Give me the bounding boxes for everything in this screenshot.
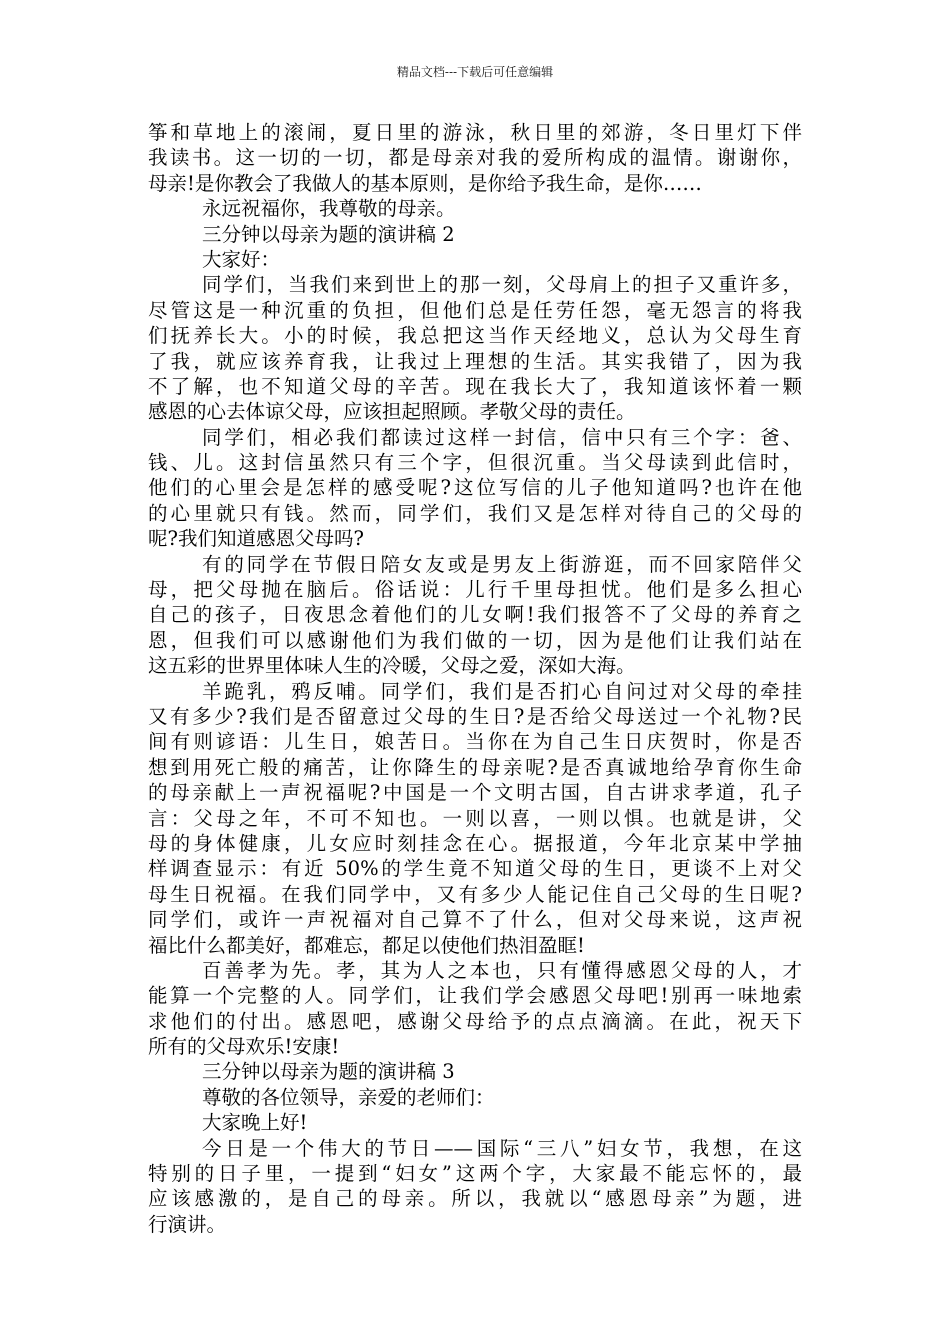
text-line: 百善孝为先。孝，其为人之本也，只有懂得感恩父母的人，才 — [202, 958, 802, 982]
text-line: 我读书。这一切的一切，都是母亲对我的爱所构成的温情。谢谢你， — [148, 146, 802, 170]
text-line: 感恩的心去体谅父母，应该担起照顾。孝敬父母的责任。 — [148, 400, 636, 424]
text-line: 特别的日子里，一提到“妇女”这两个字，大家最不能忘怀的，最 — [148, 1162, 802, 1186]
text-line: 今日是一个伟大的节日——国际“三八”妇女节，我想，在这 — [202, 1136, 802, 1160]
text-line: 三分钟以母亲为题的演讲稿 3 — [202, 1060, 455, 1084]
text-line: 同学们，相必我们都读过这样一封信，信中只有三个字：爸、 — [202, 425, 802, 449]
text-line: 筝和草地上的滚闹，夏日里的游泳，秋日里的郊游，冬日里灯下伴 — [148, 121, 802, 144]
text-line: 大家好： — [202, 247, 281, 271]
text-line: 母生日祝福。在我们同学中，又有多少人能记住自己父母的生日呢? — [148, 882, 802, 906]
text-line: 求他们的付出。感恩吧，感谢父母给予的点点滴滴。在此，祝天下 — [148, 1009, 802, 1033]
text-line: 应该感激的，是自己的母亲。所以，我就以“感恩母亲”为题，进 — [148, 1187, 802, 1211]
text-line: 尽管这是一种沉重的负担，但他们总是任劳任怨，毫无怨言的将我 — [148, 298, 802, 322]
text-line: 同学们，当我们来到世上的那一刻，父母肩上的担子又重许多， — [202, 273, 802, 297]
page-header: 精品文档---下载后可任意编辑 — [396, 65, 554, 79]
text-line: 自己的孩子，日夜思念着他们的儿女啊!我们报答不了父母的养育之 — [148, 603, 802, 627]
text-line: 样调查显示：有近 50%的学生竟不知道父母的生日，更谈不上对父 — [148, 857, 802, 881]
text-line: 恩，但我们可以感谢他们为我们做的一切，因为是他们让我们站在 — [148, 628, 802, 652]
text-line: 有的同学在节假日陪女友或是男友上街游逛，而不回家陪伴父 — [202, 552, 802, 576]
text-line: 间有则谚语：儿生日，娘苦日。当你在为自己生日庆贺时，你是否 — [148, 730, 802, 754]
text-line: 想到用死亡般的痛苦，让你降生的母亲呢?是否真诚地给孕育你生命 — [148, 755, 802, 779]
text-line: 母亲!是你教会了我做人的基本原则，是你给予我生命，是你…… — [148, 171, 702, 195]
text-line: 这五彩的世界里体味人生的冷暖，父母之爱，深如大海。 — [148, 654, 636, 678]
body-text — [148, 120, 802, 1237]
text-line: 三分钟以母亲为题的演讲稿 2 — [202, 222, 455, 246]
text-line: 的母亲献上一声祝福呢?中国是一个文明古国，自古讲求孝道，孔子 — [148, 781, 802, 805]
text-line: 行演讲。 — [148, 1212, 227, 1236]
text-line: 母的身体健康，儿女应时刻挂念在心。据报道，今年北京某中学抽 — [148, 831, 802, 855]
text-line: 所有的父母欢乐!安康! — [148, 1035, 340, 1059]
text-line: 能算一个完整的人。同学们，让我们学会感恩父母吧!别再一味地索 — [148, 984, 802, 1008]
text-line: 母，把父母抛在脑后。俗话说：儿行千里母担忧。他们是多么担心 — [148, 578, 802, 602]
text-line: 呢?我们知道感恩父母吗? — [148, 527, 364, 551]
text-line: 又有多少?我们是否留意过父母的生日?是否给父母送过一个礼物?民 — [148, 704, 802, 728]
text-line: 同学们，或许一声祝福对自己算不了什么，但对父母来说，这声祝 — [148, 908, 802, 932]
text-line: 了我，就应该养育我，让我过上理想的生活。其实我错了，因为我 — [148, 349, 802, 373]
text-line: 们抚养长大。小的时候，我总把这当作天经地义，总认为父母生育 — [148, 324, 802, 348]
text-line: 尊敬的各位领导，亲爱的老师们： — [202, 1085, 495, 1109]
text-line: 不了解，也不知道父母的辛苦。现在我长大了，我知道该怀着一颗 — [148, 374, 802, 398]
text-line: 言：父母之年，不可不知也。一则以喜，一则以惧。也就是讲，父 — [148, 806, 802, 830]
text-line: 大家晚上好! — [202, 1111, 308, 1135]
text-line: 钱、儿。这封信虽然只有三个字，但很沉重。当父母读到此信时， — [148, 451, 802, 475]
text-line: 福比什么都美好，都难忘，都足以使他们热泪盈眶! — [148, 933, 585, 957]
text-line: 的心里就只有钱。然而，同学们，我们又是怎样对待自己的父母的 — [148, 501, 802, 525]
text-line: 永远祝福你，我尊敬的母亲。 — [202, 197, 456, 221]
text-line: 羊跪乳，鸦反哺。同学们，我们是否扪心自问过对父母的牵挂 — [202, 679, 802, 703]
text-line: 他们的心里会是怎样的感受呢?这位写信的儿子他知道吗?也许在他 — [148, 476, 802, 500]
